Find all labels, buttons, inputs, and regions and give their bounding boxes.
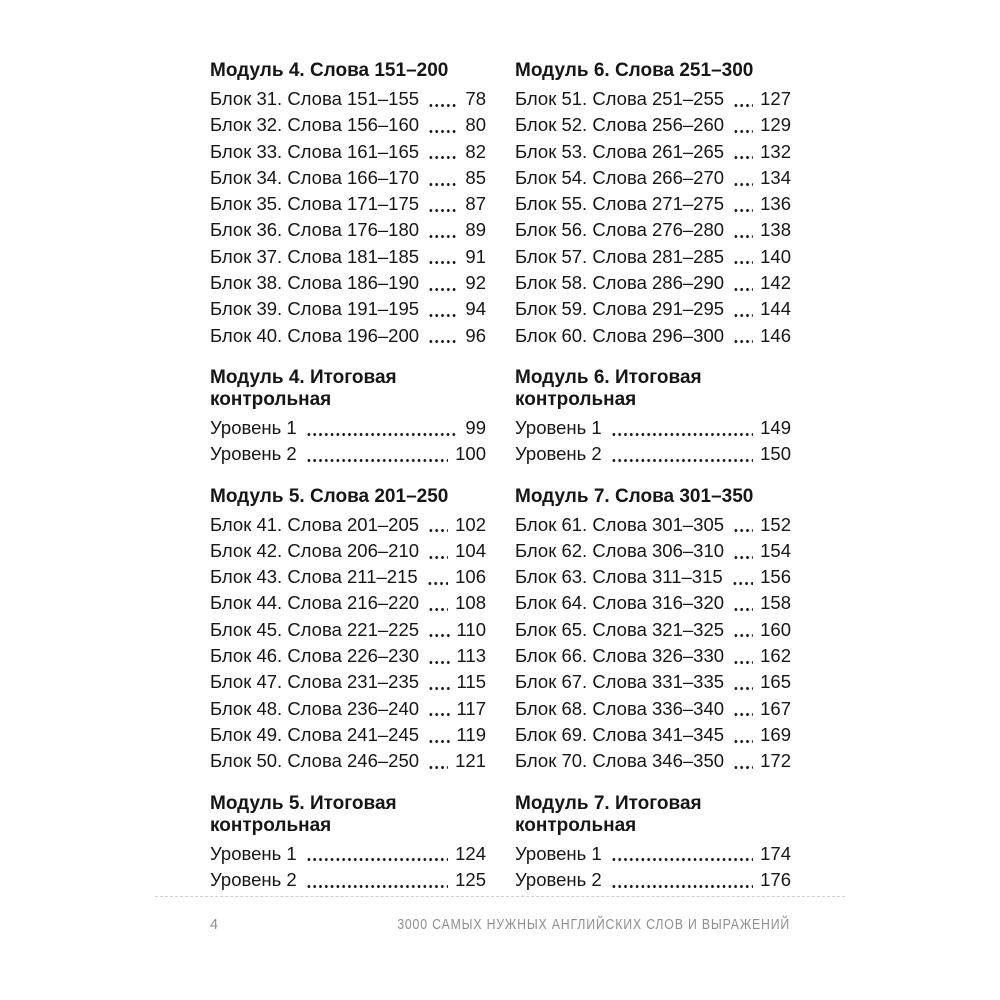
toc-entry: [515, 590, 791, 616]
toc-entry: [210, 323, 486, 349]
toc-entry-page: 124: [455, 842, 486, 864]
dot-leader: [428, 139, 458, 165]
section-heading: Модуль 6. Итоговая контрольная: [515, 366, 702, 410]
toc-entry: [210, 867, 486, 893]
toc-entry: [515, 191, 791, 217]
dot-leader: [733, 512, 753, 538]
dot-leader: [733, 270, 753, 296]
toc-entry-page: 113: [456, 645, 486, 667]
toc-entry: [210, 564, 486, 590]
dot-leader: [733, 244, 753, 270]
toc-entry-label: Блок 53. Слова 261–265: [515, 140, 725, 162]
toc-entry-page: 158: [760, 592, 791, 614]
toc-entry-label: Блок 32. Слова 156–160: [210, 114, 420, 136]
toc-entry-page: 125: [455, 868, 486, 890]
toc-entry-label: Блок 60. Слова 296–300: [515, 324, 725, 346]
dot-leader: [428, 538, 448, 564]
toc-entry: [210, 217, 486, 243]
dot-leader: [428, 696, 449, 722]
dot-leader: [428, 748, 448, 774]
toc-entry-page: 165: [760, 671, 791, 693]
toc-entry-label: Блок 48. Слова 236–240: [210, 697, 420, 719]
toc-entry-page: 106: [455, 566, 486, 588]
toc-entry-page: 94: [465, 298, 486, 320]
toc-entry-page: 127: [760, 88, 791, 109]
footer-divider: [155, 896, 845, 897]
toc-entry-label: Блок 43. Слова 211–215: [210, 566, 418, 588]
toc-section: [210, 486, 486, 775]
toc-entry: [210, 512, 486, 538]
dot-leader: [306, 841, 448, 867]
toc-entry-page: 85: [465, 166, 486, 188]
toc-entry: [515, 538, 791, 564]
toc-entry-page: 134: [760, 166, 791, 188]
toc-entry-page: 96: [465, 324, 486, 346]
toc-entry: [515, 296, 791, 322]
section-heading: Модуль 5. Итоговая контрольная: [210, 792, 397, 836]
dot-leader: [428, 512, 448, 538]
dot-leader: [306, 441, 448, 467]
dot-leader: [733, 323, 753, 349]
toc-columns: [210, 60, 791, 893]
toc-section: [515, 367, 791, 468]
toc-entry-label: Блок 35. Слова 171–175: [210, 193, 420, 215]
toc-entry-page: 154: [760, 539, 791, 561]
toc-entry: [515, 722, 791, 748]
toc-entry: [515, 564, 791, 590]
toc-section: [210, 367, 486, 468]
dot-leader: [428, 669, 449, 695]
dot-leader: [733, 696, 753, 722]
toc-entry-label: Блок 33. Слова 161–165: [210, 140, 420, 162]
toc-entry: [515, 696, 791, 722]
toc-entry-label: Блок 69. Слова 341–345: [515, 723, 725, 745]
dot-leader: [306, 867, 448, 893]
toc-entry: [210, 748, 486, 774]
toc-entry-page: 144: [760, 298, 791, 320]
toc-entry-label: Блок 68. Слова 336–340: [515, 697, 725, 719]
toc-entry-label: Блок 41. Слова 201–205: [210, 513, 420, 535]
dot-leader: [428, 590, 448, 616]
toc-entry-label: Блок 34. Слова 166–170: [210, 166, 420, 188]
section-heading: Модуль 6. Слова 251–300: [515, 60, 754, 81]
toc-entry: [210, 244, 486, 270]
dot-leader: [732, 564, 753, 590]
section-heading: Модуль 4. Итоговая контрольная: [210, 366, 397, 410]
toc-column-right: [515, 60, 791, 893]
section-heading: Модуль 7. Итоговая контрольная: [515, 792, 702, 836]
dot-leader: [611, 867, 753, 893]
toc-entry-page: 140: [760, 245, 791, 267]
dot-leader: [428, 643, 449, 669]
toc-entry: [210, 296, 486, 322]
toc-section: [515, 486, 791, 775]
dot-leader: [733, 112, 753, 138]
toc-entry-page: 92: [465, 272, 486, 294]
toc-entry: [515, 244, 791, 270]
toc-entry: [515, 617, 791, 643]
toc-entry-page: 80: [465, 114, 486, 136]
toc-entry: [210, 441, 486, 467]
page-footer: [210, 916, 790, 933]
toc-entry-label: Блок 63. Слова 311–315: [515, 566, 723, 588]
toc-entry-label: Блок 57. Слова 281–285: [515, 245, 725, 267]
toc-entry-label: Блок 52. Слова 256–260: [515, 114, 725, 136]
toc-entry: [515, 112, 791, 138]
toc-entry: [515, 270, 791, 296]
toc-entry-label: Блок 59. Слова 291–295: [515, 298, 725, 320]
toc-entry-page: 110: [456, 618, 486, 640]
toc-entry: [515, 748, 791, 774]
toc-entry-label: Блок 37. Слова 181–185: [210, 245, 420, 267]
toc-entry-label: Блок 67. Слова 331–335: [515, 671, 725, 693]
toc-entry-page: 142: [760, 272, 791, 294]
toc-entry: [515, 441, 791, 467]
dot-leader: [733, 643, 753, 669]
toc-entry-page: 136: [760, 193, 791, 215]
dot-leader: [733, 86, 753, 112]
dot-leader: [428, 112, 458, 138]
toc-entry-label: Блок 42. Слова 206–210: [210, 539, 420, 561]
toc-entry-page: 99: [465, 416, 486, 438]
toc-entry-label: Уровень 1: [210, 416, 297, 438]
toc-entry-label: Блок 55. Слова 271–275: [515, 193, 725, 215]
toc-section: [210, 60, 486, 349]
toc-entry-page: 115: [456, 671, 486, 693]
toc-entry: [210, 270, 486, 296]
dot-leader: [428, 86, 458, 112]
toc-entry: [210, 669, 486, 695]
dot-leader: [427, 564, 448, 590]
toc-entry: [515, 165, 791, 191]
toc-entry-label: Блок 58. Слова 286–290: [515, 272, 725, 294]
toc-entry-label: Блок 66. Слова 326–330: [515, 645, 725, 667]
toc-entry-label: Блок 40. Слова 196–200: [210, 324, 420, 346]
dot-leader: [733, 217, 753, 243]
toc-entry-page: 156: [760, 566, 791, 588]
dot-leader: [611, 841, 753, 867]
toc-entry-label: Блок 54. Слова 266–270: [515, 166, 725, 188]
toc-entry-label: Блок 62. Слова 306–310: [515, 539, 725, 561]
toc-entry: [210, 538, 486, 564]
toc-entry: [515, 669, 791, 695]
toc-entry-label: Уровень 2: [210, 443, 297, 465]
dot-leader: [733, 617, 753, 643]
dot-leader: [733, 165, 753, 191]
dot-leader: [733, 669, 753, 695]
toc-entry: [210, 165, 486, 191]
dot-leader: [733, 590, 753, 616]
dot-leader: [428, 191, 458, 217]
toc-entry-label: Уровень 2: [515, 868, 602, 890]
toc-entry: [210, 191, 486, 217]
toc-entry: [515, 323, 791, 349]
dot-leader: [733, 722, 753, 748]
toc-entry: [210, 696, 486, 722]
toc-entry-label: Блок 44. Слова 216–220: [210, 592, 420, 614]
toc-entry: [515, 139, 791, 165]
toc-entry-page: 87: [465, 193, 486, 215]
toc-entry-label: Уровень 2: [210, 868, 297, 890]
toc-entry: [210, 86, 486, 112]
dot-leader: [733, 538, 753, 564]
dot-leader: [611, 441, 753, 467]
toc-entry-page: 169: [760, 723, 791, 745]
toc-entry-label: Блок 38. Слова 186–190: [210, 272, 420, 294]
toc-entry-page: 100: [455, 443, 486, 465]
dot-leader: [428, 722, 449, 748]
dot-leader: [733, 139, 753, 165]
toc-entry-page: 149: [760, 416, 791, 438]
toc-column-left: [210, 60, 486, 893]
toc-entry-page: 174: [760, 842, 791, 864]
toc-entry: [515, 867, 791, 893]
toc-entry-label: Блок 31. Слова 151–155: [210, 88, 420, 109]
toc-entry-label: Блок 50. Слова 246–250: [210, 750, 420, 772]
toc-entry-page: 152: [760, 513, 791, 535]
toc-section: [210, 793, 486, 894]
section-heading: Модуль 7. Слова 301–350: [515, 485, 754, 507]
toc-entry-label: Блок 49. Слова 241–245: [210, 723, 420, 745]
toc-entry-label: Блок 36. Слова 176–180: [210, 219, 420, 241]
dot-leader: [306, 415, 459, 441]
toc-entry-label: Уровень 1: [210, 842, 297, 864]
toc-entry-page: 132: [760, 140, 791, 162]
toc-entry-label: Блок 65. Слова 321–325: [515, 618, 725, 640]
dot-leader: [733, 296, 753, 322]
toc-entry-page: 160: [760, 618, 791, 640]
toc-entry: [210, 139, 486, 165]
toc-entry-page: 150: [760, 443, 791, 465]
section-heading: Модуль 5. Слова 201–250: [210, 485, 449, 507]
toc-entry-label: Уровень 1: [515, 842, 602, 864]
toc-entry: [210, 617, 486, 643]
toc-entry-page: 104: [455, 539, 486, 561]
toc-entry-label: Блок 39. Слова 191–195: [210, 298, 420, 320]
toc-entry-label: Блок 51. Слова 251–255: [515, 88, 725, 109]
toc-entry-label: Блок 47. Слова 231–235: [210, 671, 420, 693]
toc-entry: [210, 415, 486, 441]
toc-entry-label: Блок 45. Слова 221–225: [210, 618, 420, 640]
toc-entry-label: Блок 56. Слова 276–280: [515, 219, 725, 241]
toc-section: [515, 60, 791, 349]
dot-leader: [428, 270, 458, 296]
toc-entry-page: 82: [465, 140, 486, 162]
dot-leader: [733, 191, 753, 217]
toc-section: [515, 793, 791, 894]
toc-entry-page: 78: [465, 88, 486, 109]
dot-leader: [428, 217, 458, 243]
toc-entry-page: 119: [456, 723, 486, 745]
toc-entry-page: 162: [760, 645, 791, 667]
toc-entry: [210, 643, 486, 669]
toc-entry: [515, 643, 791, 669]
running-title: 3000 САМЫХ НУЖНЫХ АНГЛИЙСКИХ СЛОВ И ВЫРАЖЕНИЙ: [397, 916, 790, 933]
toc-entry-label: Блок 61. Слова 301–305: [515, 513, 725, 535]
toc-entry-label: Блок 64. Слова 316–320: [515, 592, 725, 614]
toc-entry-page: 117: [456, 697, 486, 719]
toc-entry-page: 89: [465, 219, 486, 241]
toc-entry-page: 129: [760, 114, 791, 136]
toc-entry-page: 108: [455, 592, 486, 614]
toc-entry-page: 167: [760, 697, 791, 719]
toc-entry-page: 121: [455, 750, 486, 772]
toc-entry: [210, 841, 486, 867]
dot-leader: [428, 296, 458, 322]
dot-leader: [428, 165, 458, 191]
toc-entry: [515, 841, 791, 867]
dot-leader: [428, 617, 449, 643]
toc-entry-page: 91: [465, 245, 486, 267]
dot-leader: [428, 323, 458, 349]
dot-leader: [611, 415, 753, 441]
toc-entry: [210, 112, 486, 138]
toc-entry-label: Блок 70. Слова 346–350: [515, 750, 725, 772]
toc-entry-page: 102: [455, 513, 486, 535]
page-number: 4: [210, 916, 219, 933]
toc-entry-page: 172: [760, 750, 791, 772]
dot-leader: [428, 244, 458, 270]
dot-leader: [733, 748, 753, 774]
toc-entry: [515, 86, 791, 112]
toc-entry-label: Блок 46. Слова 226–230: [210, 645, 420, 667]
toc-entry: [210, 722, 486, 748]
section-heading: Модуль 4. Слова 151–200: [210, 60, 449, 81]
toc-entry-page: 138: [760, 219, 791, 241]
toc-entry-label: Уровень 2: [515, 443, 602, 465]
toc-entry-page: 146: [760, 324, 791, 346]
toc-entry: [210, 590, 486, 616]
toc-entry-page: 176: [760, 868, 791, 890]
toc-entry: [515, 415, 791, 441]
toc-entry: [515, 512, 791, 538]
toc-entry: [515, 217, 791, 243]
toc-entry-label: Уровень 1: [515, 416, 602, 438]
